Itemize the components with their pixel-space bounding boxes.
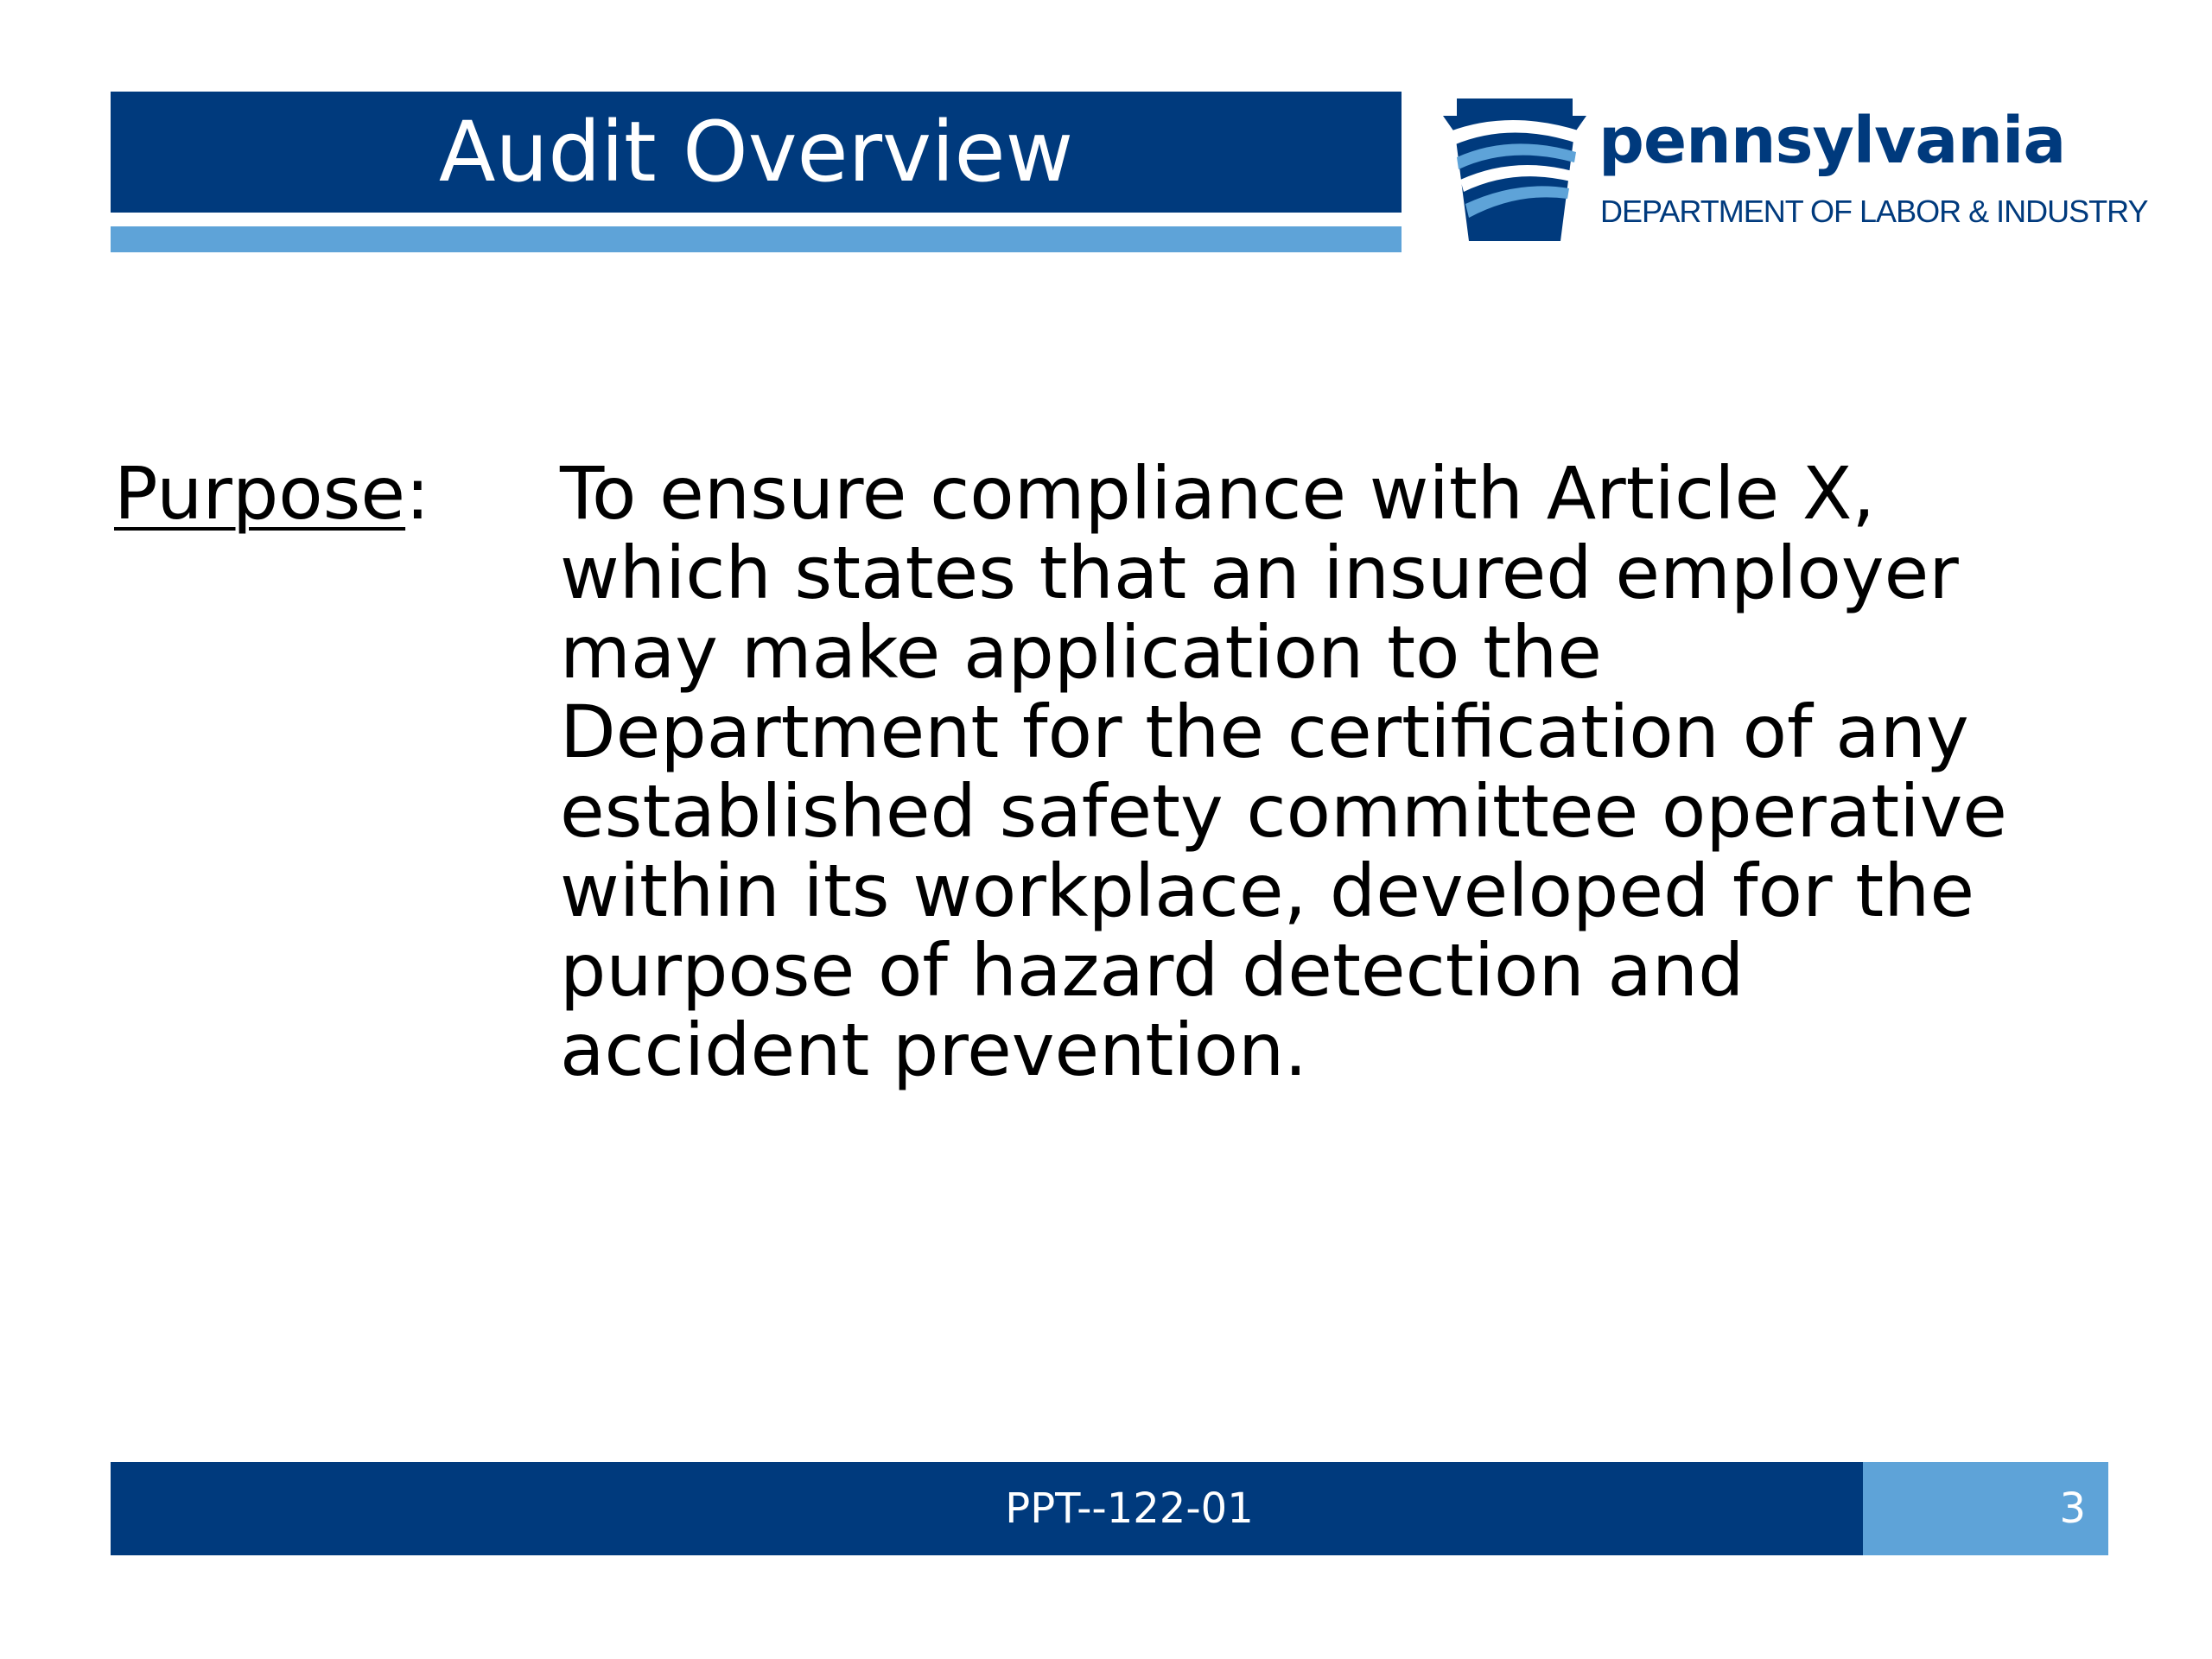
page-number: 3: [2059, 1484, 2086, 1533]
title-accent-bar: [111, 226, 1402, 252]
purpose-line: within its workplace, developed for the: [560, 849, 1975, 933]
purpose-label-text: Purpose: [114, 451, 406, 536]
logo-name: pennsylvania: [1599, 104, 2066, 178]
title-bar: [111, 92, 1402, 213]
pa-dli-logo: [1441, 99, 2148, 245]
slide-title: Audit Overview: [438, 104, 1074, 200]
page-number-box: [1863, 1462, 2108, 1555]
purpose-line: Department for the certification of any: [560, 690, 1969, 774]
purpose-line: which states that an insured employer: [560, 531, 1959, 615]
purpose-text: [560, 451, 2115, 1092]
logo-department: DEPARTMENT OF LABOR & INDUSTRY: [1600, 194, 2148, 229]
keystone-icon: [1441, 99, 1588, 241]
purpose-line: To ensure compliance with Article X,: [560, 451, 1876, 536]
purpose-label: [114, 451, 430, 536]
footer-bar: [111, 1462, 2108, 1555]
purpose-line: purpose of hazard detection and: [560, 928, 1745, 1013]
footer-main: [111, 1462, 1863, 1555]
footer-code: PPT--122-01: [1005, 1484, 1254, 1533]
purpose-line: established safety committee operative: [560, 769, 2007, 854]
purpose-label-colon: :: [405, 451, 430, 536]
purpose-line: accident prevention.: [560, 1007, 1307, 1092]
purpose-line: may make application to the: [560, 610, 1602, 695]
